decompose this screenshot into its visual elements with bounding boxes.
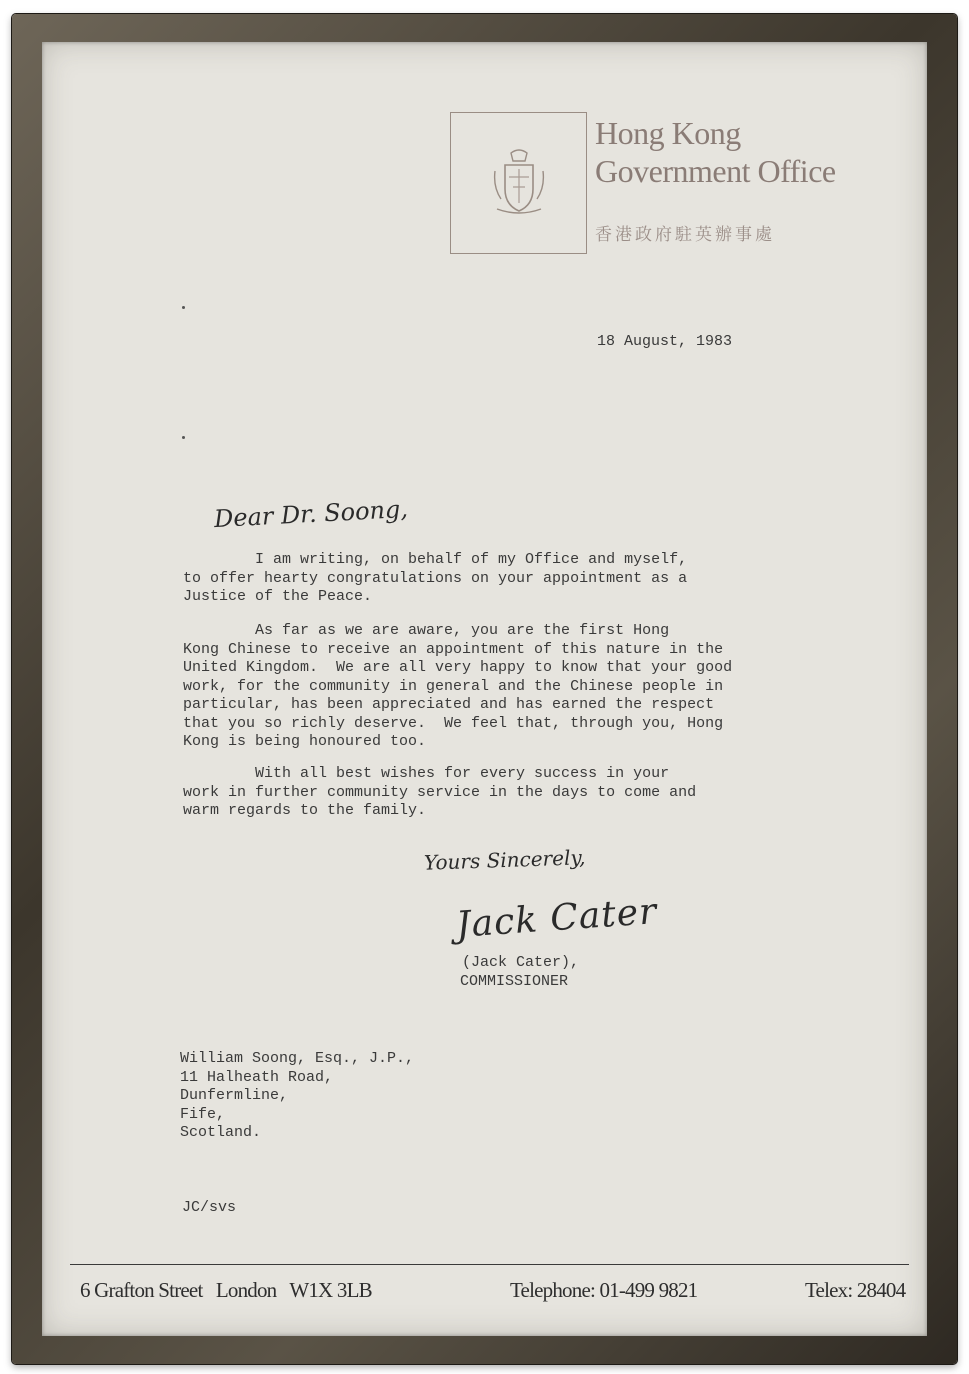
organization-name-line1: Hong Kong xyxy=(595,115,741,151)
coat-of-arms-logo xyxy=(450,112,587,254)
footer-telephone: Telephone: 01-499 9821 xyxy=(510,1278,698,1302)
organization-name-line2: Government Office xyxy=(595,153,836,189)
crest-icon xyxy=(491,147,547,217)
organization-name-chinese: 香港政府駐英辦事處 xyxy=(595,225,775,245)
reference-code: JC/svs xyxy=(182,1199,237,1216)
picture-frame xyxy=(12,14,957,1364)
handwritten-signature: Jack Cater xyxy=(454,891,659,946)
footer-address: 6 Grafton Street London W1X 3LB xyxy=(80,1278,372,1302)
body-paragraph-2: As far as we are aware, you are the first Hong Kong Chinese to receive an appointment of this nature in the United Kingdom. We are all very happy to know that your good work, for the community in general and the Chinese people in particular, has been appreciated and has earned the respect that you so richly deserve. We feel that, through you, Hong Kong is being honoured too. xyxy=(183,622,733,750)
signatory-title: COMMISSIONER xyxy=(460,973,569,990)
footer-telex: Telex: 28404 xyxy=(805,1278,906,1302)
body-paragraph-3: With all best wishes for every success in your work in further community service in the days to come and warm regards to the family. xyxy=(183,765,697,819)
closing: Yours Sincerely, xyxy=(423,845,586,875)
punch-mark xyxy=(182,436,185,439)
footer-divider xyxy=(70,1264,909,1265)
letter-page xyxy=(42,42,927,1336)
recipient-address: William Soong, Esq., J.P., 11 Halheath Road, Dunfermline, Fife, Scotland. xyxy=(180,1050,415,1141)
organization-name xyxy=(595,114,836,190)
salutation: Dear Dr. Soong, xyxy=(213,494,409,534)
punch-mark xyxy=(182,306,185,309)
letter-date: 18 August, 1983 xyxy=(597,333,733,350)
body-paragraph-1: I am writing, on behalf of my Office and myself, to offer hearty congratulations on your appointment as a Justice of the Peace. xyxy=(183,551,688,605)
signatory-name: (Jack Cater), xyxy=(462,954,580,971)
